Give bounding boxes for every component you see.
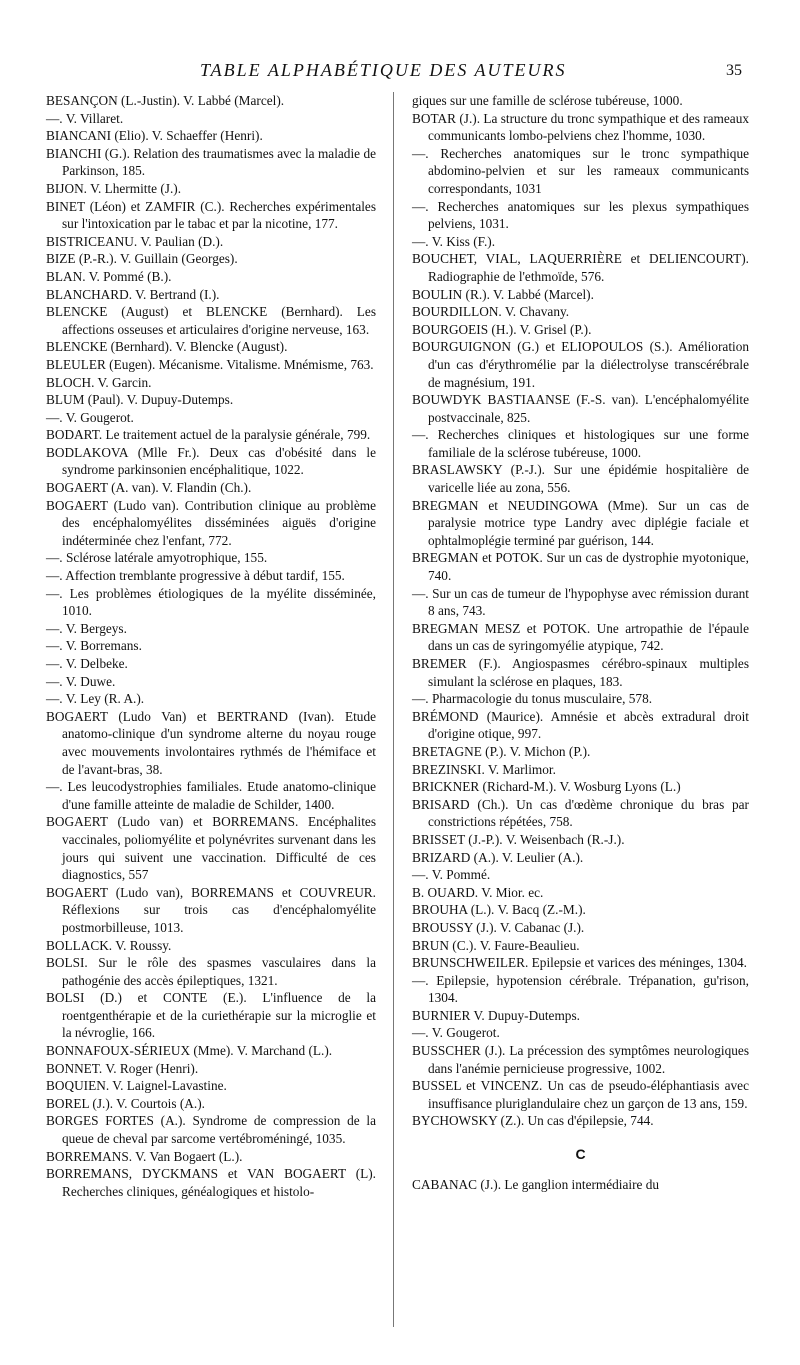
index-entry: —. Pharmacologie du tonus musculaire, 578. (412, 691, 653, 707)
index-entry: BLANCHARD. V. Bertrand (I.). (46, 286, 220, 302)
index-entry: —. V. Ley (R. A.). (46, 691, 145, 707)
index-entry: BODART. Le traitement actuel de la paralysie générale, 799. (46, 427, 371, 443)
index-entry: BOREL (J.). V. Courtois (A.). (46, 1095, 205, 1111)
index-entry: BIANCANI (Elio). V. Schaeffer (Henri). (46, 128, 263, 144)
index-entry: BOGAERT (A. van). V. Flandin (Ch.). (46, 480, 252, 496)
index-entry: BIJON. V. Lhermitte (J.). (46, 180, 182, 196)
index-entry: BOTAR (J.). La structure du tronc sympathique et des rameaux communicants lombo-pelviens chez l'homme, 1030. (412, 110, 749, 144)
right-column (412, 92, 749, 1193)
index-entry: BRISARD (Ch.). Un cas d'œdème chronique du bras par constrictions répétées, 758. (412, 796, 749, 830)
index-entry: BODLAKOVA (Mlle Fr.). Deux cas d'obésité dans le syndrome parkinsonien encéphalitique, 1022. (46, 444, 376, 478)
page-header (0, 60, 800, 84)
index-entry: BLAN. V. Pommé (B.). (46, 268, 172, 284)
index-entry: —. Les problèmes étiologiques de la myélite disséminée, 1010. (46, 585, 376, 619)
index-entry: —. Recherches anatomiques sur les plexus sympathiques pelviens, 1031. (412, 198, 749, 232)
index-entry: BORGES FORTES (A.). Syndrome de compression de la queue de cheval par sarcome vertébroméningé, 1035. (46, 1113, 376, 1147)
index-entry: BORREMANS. V. Van Bogaert (L.). (46, 1148, 243, 1164)
section-letter: C (575, 1146, 586, 1163)
index-entry: BOLSI (D.) et CONTE (E.). L'influence de la roentgenthérapie et de la curiethérapie sur la microglie et la névroglie, 166. (46, 990, 376, 1041)
page-title: TABLE ALPHABÉTIQUE DES AUTEURS (200, 60, 567, 80)
index-entry: BISTRICEANU. V. Paulian (D.). (46, 233, 224, 249)
index-entry: BRIZARD (A.). V. Leulier (A.). (412, 849, 584, 865)
index-entry: giques sur une famille de sclérose tubéreuse, 1000. (412, 93, 683, 108)
index-entry: BESANÇON (L.-Justin). V. Labbé (Marcel). (46, 93, 285, 108)
index-entry: BLENCKE (Bernhard). V. Blencke (August). (46, 339, 288, 355)
index-entry: BLEULER (Eugen). Mécanisme. Vitalisme. Mnémisme, 763. (46, 356, 374, 372)
index-entry: BOURGOEIS (H.). V. Grisel (P.). (412, 321, 592, 337)
index-entry: BRUN (C.). V. Faure-Beaulieu. (412, 937, 580, 953)
index-entry: CABANAC (J.). Le ganglion intermédiaire du (412, 1176, 660, 1192)
index-entry: —. Affection tremblante progressive à début tardif, 155. (46, 568, 345, 584)
index-entry: BRÉMOND (Maurice). Amnésie et abcès extradural droit d'origine otique, 997. (412, 708, 749, 742)
index-entry: —. Recherches cliniques et histologiques sur une forme familiale de la sclérose tubéreuse, 1000. (412, 427, 749, 460)
index-entry: BOQUIEN. V. Laignel-Lavastine. (46, 1078, 227, 1094)
index-entry: —. Recherches anatomiques sur le tronc sympathique abdomino-pelvien et sur les rameaux communicants correspondants, 1031 (412, 145, 749, 196)
index-entry: BOURDILLON. V. Chavany. (412, 304, 570, 320)
index-entry: BREZINSKI. V. Marlimor. (412, 761, 556, 777)
index-entry: —. Sclérose latérale amyotrophique, 155. (46, 550, 268, 566)
index-entry: BOGAERT (Ludo Van) et BERTRAND (Ivan). Etude anatomo-clinique d'un syndrome alterne du noyau rouge avec mouvements involontaires rythmés de l'hémiface et de l'avant-bras, 38. (46, 708, 376, 777)
index-entry: BOGAERT (Ludo van). Contribution clinique au problème des encéphalomyélites disséminées aiguës d'origine indéterminée chez l'enfant, 772. (46, 497, 376, 548)
index-entry: —. V. Kiss (F.). (412, 233, 496, 249)
index-entry: BUSSCHER (J.). La précession des symptômes neurologiques dans l'anémie pernicieuse progressive, 1002. (412, 1043, 749, 1076)
index-entry: BRETAGNE (P.). V. Michon (P.). (412, 743, 591, 759)
index-entry: BINET (Léon) et ZAMFIR (C.). Recherches expérimentales sur l'intoxication par le tabac et par la nicotine, 177. (46, 198, 376, 232)
index-entry: —. Les leucodystrophies familiales. Etude anatomo-clinique d'une famille atteinte de maladie de Schilder, 1400. (46, 779, 376, 812)
index-entry: —. V. Bergeys. (46, 620, 127, 636)
index-entry: —. V. Borremans. (46, 638, 142, 654)
index-entry: BURNIER V. Dupuy-Dutemps. (412, 1007, 580, 1023)
index-entry: BORREMANS, DYCKMANS et VAN BOGAERT (L). Recherches cliniques, généalogiques et histolo- (46, 1166, 376, 1199)
index-entry: —. V. Gougerot. (412, 1025, 500, 1041)
right-entries (412, 92, 749, 1130)
index-entry: —. V. Gougerot. (46, 409, 134, 425)
index-entry: BUSSEL et VINCENZ. Un cas de pseudo-éléphantiasis avec insuffisance pluriglandulaire chez un garçon de 13 ans, 159. (412, 1078, 749, 1111)
index-entry: BREGMAN et POTOK. Sur un cas de dystrophie myotonique, 740. (412, 550, 749, 584)
index-entry: BOUWDYK BASTIAANSE (F.-S. van). L'encéphalomyélite postvaccinale, 825. (412, 392, 749, 425)
index-entry: BRASLAWSKY (P.-J.). Sur une épidémie hospitalière de varicelle liée au zona, 556. (412, 462, 749, 496)
index-entry: BOGAERT (Ludo van) et BORREMANS. Encéphalites vaccinales, poliomyélite et polynévrites survenant dans les jours qui suivent une vaccination. Difficulté de ces diagnostics, 557 (46, 814, 376, 883)
index-entry: BOLLACK. V. Roussy. (46, 937, 172, 953)
index-entry: BREGMAN MESZ et POTOK. Une artropathie de l'épaule dans un cas de syringomyélie atypique, 742. (412, 620, 749, 654)
index-entry: BOULIN (R.). V. Labbé (Marcel). (412, 286, 594, 302)
index-entry: BLENCKE (August) et BLENCKE (Bernhard). Les affections osseuses et articulaires d'origine nerveuse, 163. (46, 304, 376, 337)
index-entry: BRISSET (J.-P.). V. Weisenbach (R.-J.). (412, 831, 625, 847)
index-entry: —. V. Duwe. (46, 673, 116, 689)
index-entry: BONNAFOUX-SÉRIEUX (Mme). V. Marchand (L.). (46, 1043, 333, 1059)
index-entry: BRUNSCHWEILER. Epilepsie et varices des méninges, 1304. (412, 955, 747, 971)
index-entry: —. Sur un cas de tumeur de l'hypophyse avec rémission durant 8 ans, 743. (412, 585, 749, 619)
index-entry: BLOCH. V. Garcin. (46, 374, 152, 390)
index-entry: —. V. Delbeke. (46, 656, 128, 671)
index-entry: B. OUARD. V. Mior. ec. (412, 884, 544, 900)
column-divider (393, 92, 394, 1327)
index-entry: BROUSSY (J.). V. Cabanac (J.). (412, 919, 585, 935)
index-entry: BYCHOWSKY (Z.). Un cas d'épilepsie, 744. (412, 1113, 654, 1129)
index-entry: —. V. Pommé. (412, 867, 491, 883)
left-column (46, 92, 376, 1200)
index-entry: BREGMAN et NEUDINGOWA (Mme). Sur un cas de paralysie motrice type Landry avec diplégie faciale et ophtalmoplégie terminé par guérison, 144. (412, 497, 749, 548)
index-entry: BOUCHET, VIAL, LAQUERRIÈRE et DELIENCOURT). Radiographie de l'ethmoïde, 576. (412, 251, 749, 284)
index-entry: BOGAERT (Ludo van), BORREMANS et COUVREUR. Réflexions sur trois cas d'encéphalomyélite postmorbilleuse, 1013. (46, 884, 376, 935)
index-entry: BOURGUIGNON (G.) et ELIOPOULOS (S.). Amélioration d'un cas d'érythromélie par la diélectrolyse transcérébrale de magnésium, 191. (412, 339, 749, 390)
index-entry: BIZE (P.-R.). V. Guillain (Georges). (46, 251, 238, 267)
index-entry: —. V. Villaret. (46, 110, 124, 126)
index-entry: BLUM (Paul). V. Dupuy-Dutemps. (46, 392, 234, 408)
index-entry: BIANCHI (G.). Relation des traumatismes avec la maladie de Parkinson, 185. (46, 145, 376, 179)
index-entry: BOLSI. Sur le rôle des spasmes vasculaires dans la pathogénie des accès épileptiques, 1321. (46, 955, 376, 988)
index-entry: BROUHA (L.). V. Bacq (Z.-M.). (412, 902, 586, 918)
page-number: 35 (726, 62, 742, 79)
index-entry: BRICKNER (Richard-M.). V. Wosburg Lyons (L.) (412, 779, 681, 795)
right-entries-after (412, 1176, 749, 1194)
index-entry: BONNET. V. Roger (Henri). (46, 1060, 199, 1076)
index-entry: —. Epilepsie, hypotension cérébrale. Trépanation, gu'rison, 1304. (412, 972, 749, 1006)
index-entry: BREMER (F.). Angiospasmes cérébro-spinaux multiples simulant la sclérose en plaques, 183. (412, 656, 749, 689)
